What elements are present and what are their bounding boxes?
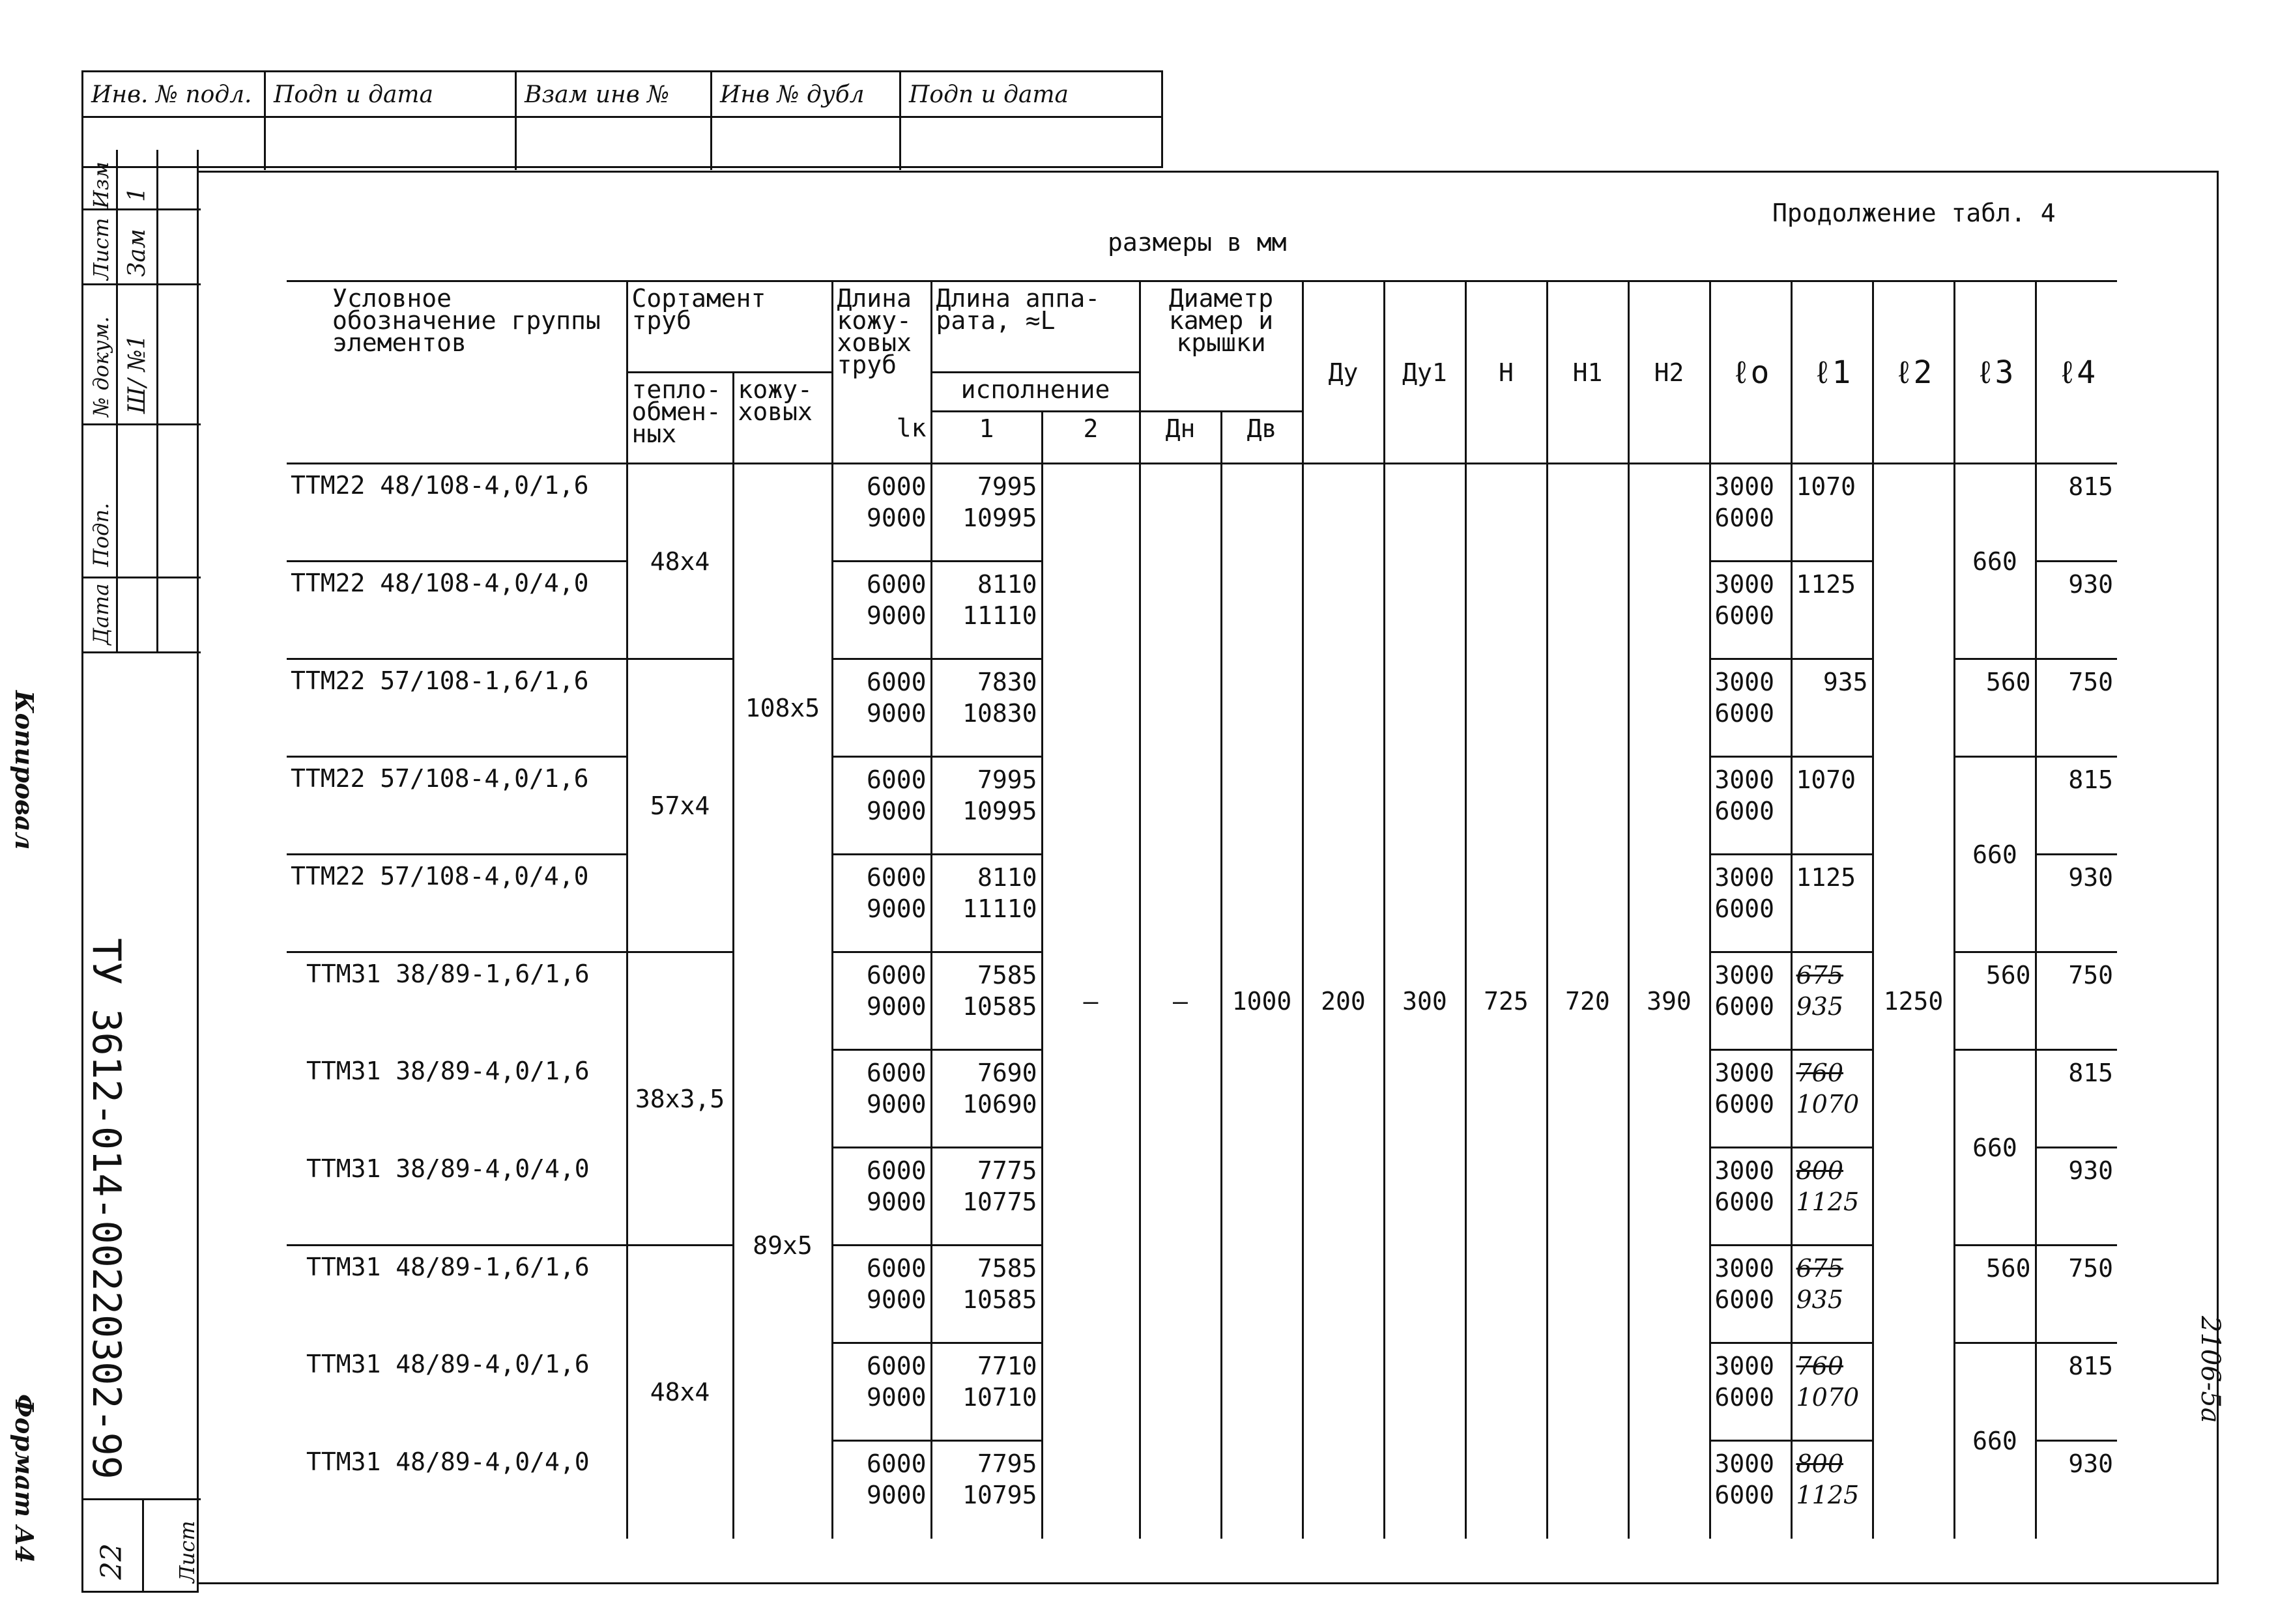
row-l0: 3000 6000 [1710, 952, 1791, 1050]
row-lk: 6000 9000 [832, 464, 931, 562]
document-code: ТУ 3612-014-00220302-99 [83, 938, 129, 1479]
l1-struck: 675 [1796, 961, 1844, 990]
row-l4: 750 [2036, 659, 2117, 757]
merged-h: 725 [1465, 464, 1547, 1539]
side-label-data: Дата [89, 583, 113, 645]
merged-dv: 1000 [1221, 464, 1303, 1539]
side-divider [83, 208, 201, 210]
l1-new: 935 [1796, 1285, 1844, 1314]
row-l4: 815 [2036, 1050, 2117, 1148]
merged-h2: 390 [1628, 464, 1710, 1539]
side-label-podp: Подп. [89, 502, 113, 567]
row-l1-corrected [1791, 1148, 1873, 1246]
l1-struck: 760 [1796, 1352, 1844, 1380]
merged-l3: 660 [1954, 757, 2036, 952]
row-l4: 815 [2036, 757, 2117, 855]
row-L1: 7775 10775 [931, 1148, 1042, 1246]
header-dlina-kozh: Длина кожу-ховых труб [832, 281, 931, 412]
l1-new: 1125 [1796, 1188, 1860, 1216]
row-name: ТТМ31 48/89-1,6/1,6 [287, 1246, 627, 1343]
header-l4: ℓ4 [2036, 281, 2117, 464]
l1-struck: 800 [1796, 1156, 1844, 1185]
row-l1-corrected [1791, 1441, 1873, 1539]
side-handwritten-zam: Зам [124, 229, 151, 277]
header-diam-spacer [1140, 373, 1303, 412]
row-l1: 1125 [1791, 855, 1873, 952]
header-dlina-app: Длина аппа-рата, ≈L [931, 281, 1140, 373]
header-lk: lк [832, 412, 931, 464]
copied-by-label: Копировал [10, 691, 39, 850]
header-isp-1: 1 [931, 412, 1042, 464]
merged-l3: 660 [1954, 464, 2036, 659]
row-L1: 7585 10585 [931, 1246, 1042, 1343]
row-l0: 3000 6000 [1710, 855, 1791, 952]
table-row [287, 464, 2117, 562]
side-label-list: Лист [89, 218, 113, 280]
merged-kozh: 89x5 [733, 952, 832, 1539]
row-name: ТТМ22 57/108-1,6/1,6 [287, 659, 627, 757]
row-l0: 3000 6000 [1710, 562, 1791, 659]
stamp-label-podp-data: Подп и дата [266, 72, 515, 118]
row-L1: 8110 11110 [931, 855, 1042, 952]
header-name: Условное обозначение группы элементов [287, 281, 627, 464]
header-l3: ℓ3 [1954, 281, 2036, 464]
row-l1-corrected [1791, 1246, 1873, 1343]
row-l1-corrected [1791, 952, 1873, 1050]
side-divider [83, 283, 201, 285]
row-L1: 7710 10710 [931, 1343, 1042, 1441]
row-lk: 6000 9000 [832, 1441, 931, 1539]
right-margin-mark: 2106-5а [2195, 1316, 2225, 1423]
row-l4: 930 [2036, 1148, 2117, 1246]
stamp-cell-inv-dubl [712, 72, 901, 170]
merged-du1: 300 [1384, 464, 1465, 1539]
header-du1: Ду1 [1384, 281, 1465, 464]
header-ispolnenie: исполнение [931, 373, 1140, 412]
row-L1: 7995 10995 [931, 757, 1042, 855]
l1-struck: 760 [1796, 1059, 1844, 1087]
row-l0: 3000 6000 [1710, 1246, 1791, 1343]
l1-struck: 675 [1796, 1254, 1844, 1283]
continuation-label: Продолжение табл. 4 [1772, 199, 2056, 227]
side-divider [83, 651, 201, 653]
row-l0: 3000 6000 [1710, 757, 1791, 855]
row-name: ТТМ22 48/108-4,0/1,6 [287, 464, 627, 562]
stamp-cell-podp-data-2 [901, 72, 1163, 170]
row-l4: 815 [2036, 1343, 2117, 1441]
row-L1: 7795 10795 [931, 1441, 1042, 1539]
row-l4: 930 [2036, 855, 2117, 952]
row-l1-corrected [1791, 1343, 1873, 1441]
stamp-label-inv-podl: Инв. № подл. [83, 72, 264, 118]
l1-new: 935 [1796, 992, 1844, 1021]
header-h1: Н1 [1547, 281, 1628, 464]
merged-h1: 720 [1547, 464, 1628, 1539]
merged-l3: 660 [1954, 1343, 2036, 1539]
stamp-cell-vzam-inv [517, 72, 712, 170]
row-l1-corrected [1791, 1050, 1873, 1148]
row-lk: 6000 9000 [832, 1343, 931, 1441]
stamp-cell-podp-data [266, 72, 517, 170]
merged-l3: 560 [1954, 1246, 2036, 1343]
row-l0: 3000 6000 [1710, 1050, 1791, 1148]
row-L1: 7995 10995 [931, 464, 1042, 562]
row-lk: 6000 9000 [832, 1148, 931, 1246]
row-l0: 3000 6000 [1710, 1148, 1791, 1246]
merged-teplo: 48x4 [627, 464, 733, 659]
side-title-strip [81, 150, 199, 1593]
row-name: ТТМ31 38/89-4,0/1,6 [287, 1050, 627, 1148]
row-name: ТТМ31 48/89-4,0/4,0 [287, 1441, 627, 1539]
row-l4: 930 [2036, 1441, 2117, 1539]
l1-new: 1070 [1796, 1383, 1860, 1412]
header-dv: Дв [1221, 412, 1303, 464]
row-name: ТТМ22 57/108-4,0/4,0 [287, 855, 627, 952]
side-divider [83, 423, 201, 425]
merged-l3: 560 [1954, 952, 2036, 1050]
merged-du: 200 [1303, 464, 1384, 1539]
header-teplo: тепло-обмен-ных [627, 373, 733, 464]
side-label-doc-no: № докум. [89, 316, 113, 417]
row-name: ТТМ22 57/108-4,0/1,6 [287, 757, 627, 855]
row-lk: 6000 9000 [832, 1050, 931, 1148]
row-l1: 1070 [1791, 757, 1873, 855]
row-l0: 3000 6000 [1710, 1441, 1791, 1539]
row-l0: 3000 6000 [1710, 1343, 1791, 1441]
merged-dn: – [1140, 464, 1221, 1539]
row-name: ТТМ22 48/108-4,0/4,0 [287, 562, 627, 659]
approval-stamp-block [81, 70, 1163, 168]
row-L1: 7690 10690 [931, 1050, 1042, 1148]
merged-teplo: 57x4 [627, 659, 733, 952]
row-lk: 6000 9000 [832, 757, 931, 855]
row-l4: 815 [2036, 464, 2117, 562]
row-l4: 750 [2036, 1246, 2117, 1343]
stamp-label-inv-dubl: Инв № дубл [712, 72, 899, 118]
merged-teplo: 48x4 [627, 1246, 733, 1539]
row-lk: 6000 9000 [832, 855, 931, 952]
side-label-izm: Изм [89, 162, 113, 208]
l1-struck: 800 [1796, 1449, 1844, 1478]
merged-L2: – [1042, 464, 1140, 1539]
sheet-label: Лист [175, 1520, 199, 1583]
header-l0: ℓo [1710, 281, 1791, 464]
row-lk: 6000 9000 [832, 562, 931, 659]
side-handwritten-doc: Ш/ №1 [124, 334, 151, 414]
row-l4: 930 [2036, 562, 2117, 659]
units-label: размеры в мм [1108, 228, 1287, 257]
l1-new: 1125 [1796, 1481, 1860, 1509]
row-l1: 935 [1791, 659, 1873, 757]
stamp-label-vzam-inv: Взам инв № [517, 72, 710, 118]
merged-kozh: 108x5 [733, 464, 832, 952]
row-L1: 7585 10585 [931, 952, 1042, 1050]
merged-l3: 560 [1954, 659, 2036, 757]
row-L1: 7830 10830 [931, 659, 1042, 757]
dimensions-table [287, 280, 2117, 1539]
row-l1: 1125 [1791, 562, 1873, 659]
row-name: ТТМ31 48/89-4,0/1,6 [287, 1343, 627, 1441]
table-header-row [287, 281, 2117, 373]
row-l0: 3000 6000 [1710, 659, 1791, 757]
merged-teplo: 38x3,5 [627, 952, 733, 1246]
merged-l3: 660 [1954, 1050, 2036, 1246]
header-dn: Дн [1140, 412, 1221, 464]
row-lk: 6000 9000 [832, 1246, 931, 1343]
sheet-number: 22 [95, 1543, 128, 1580]
side-handwritten-change-no: 1 [124, 187, 151, 202]
header-sortament: Сортамент труб [627, 281, 832, 373]
stamp-label-podp-data-2: Подп и дата [901, 72, 1163, 118]
row-l1: 1070 [1791, 464, 1873, 562]
row-L1: 8110 11110 [931, 562, 1042, 659]
header-l1: ℓ1 [1791, 281, 1873, 464]
side-divider [83, 577, 201, 578]
header-h: Н [1465, 281, 1547, 464]
format-label: Формат А4 [10, 1394, 39, 1563]
header-h2: Н2 [1628, 281, 1710, 464]
header-kozhukh: кожу-ховых [733, 373, 832, 464]
header-isp-2: 2 [1042, 412, 1140, 464]
row-lk: 6000 9000 [832, 659, 931, 757]
l1-new: 1070 [1796, 1090, 1860, 1118]
header-l2: ℓ2 [1873, 281, 1954, 464]
row-l0: 3000 6000 [1710, 464, 1791, 562]
row-lk: 6000 9000 [832, 952, 931, 1050]
header-du: Ду [1303, 281, 1384, 464]
merged-l2: 1250 [1873, 464, 1954, 1539]
row-name: ТТМ31 38/89-4,0/4,0 [287, 1148, 627, 1246]
row-l4: 750 [2036, 952, 2117, 1050]
header-diam: Диаметр камер и крышки [1140, 281, 1303, 373]
row-name: ТТМ31 38/89-1,6/1,6 [287, 952, 627, 1050]
side-divider [142, 1498, 144, 1593]
